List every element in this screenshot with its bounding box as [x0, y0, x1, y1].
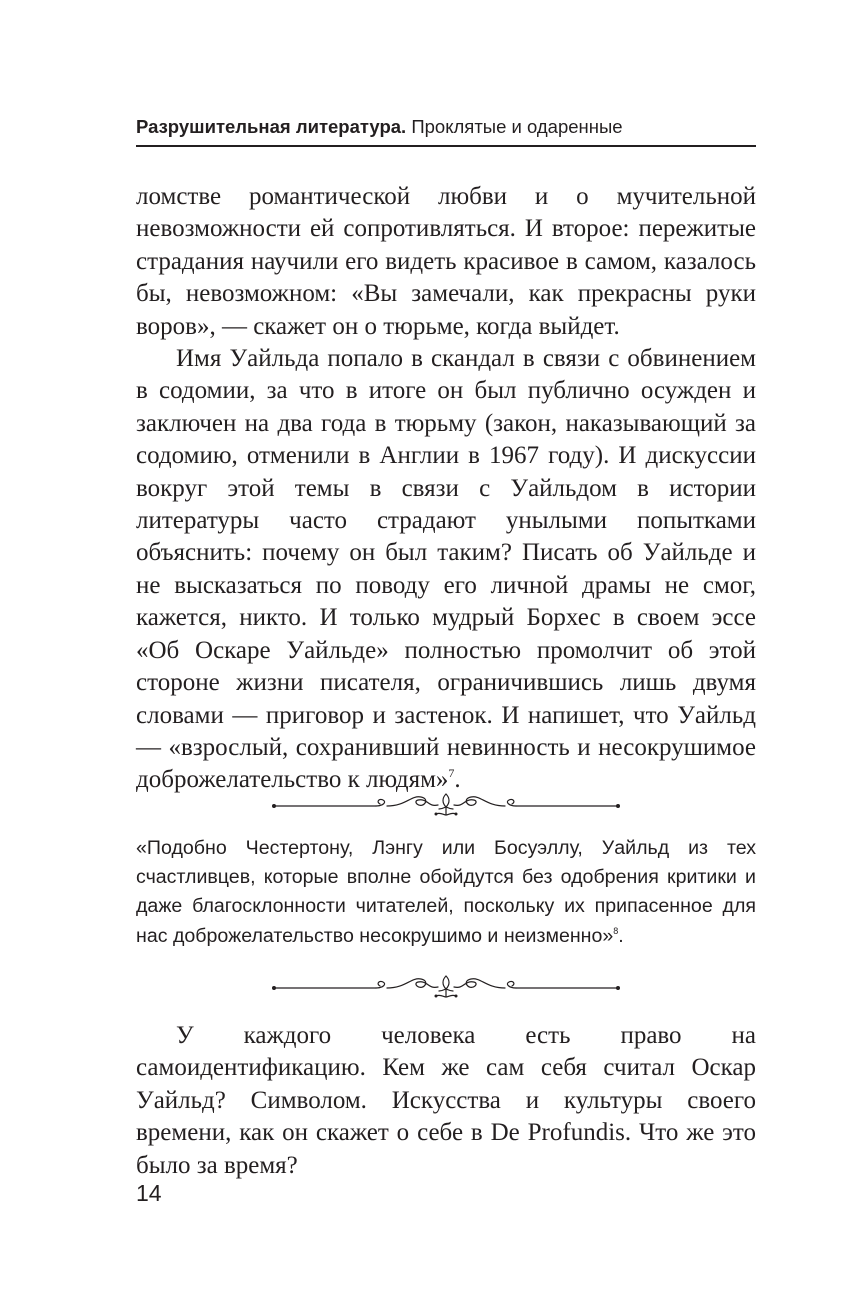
paragraph-wilde-scandal: [136, 343, 756, 797]
book-title: Разрушительная литература.: [136, 116, 407, 137]
paragraph-self-identification: У каждого человека есть право на самоидентификацию. Кем же сам себя считал Оскар Уайльд? Символом. Искусства и культуры своего времени, как он скажет о себе в De Profundis. Что же это было за время?: [136, 1022, 756, 1179]
footnote-ref-7[interactable]: 7: [448, 766, 455, 781]
running-header: [136, 116, 756, 138]
borges-quote: [136, 834, 756, 951]
flourish-divider-icon: [271, 791, 621, 819]
body-text-bottom: [136, 1020, 756, 1182]
header-rule: [136, 145, 756, 147]
paragraph-continued: ломстве романтической любви и о мучительной невозможности ей сопротивляться. И второе: пережитые страдания научили его видеть красивое в самом, казалось бы, невозможном: «Вы замечали, как прекрасны руки воров», — скажет он о тюрьме, когда выйдет.: [136, 183, 756, 340]
flourish-divider-icon: [271, 973, 621, 1001]
page-number: 14: [136, 1180, 162, 1206]
body-text-top: [136, 181, 756, 797]
paragraph-wilde-scandal-text: Имя Уайльда попало в скандал в связи с обвинением в содомии, за что в итоге он был публично осужден и заключен на два года в тюрьму (закон, наказывающий за содомию, отменили в Англии в 1967 году). И дискуссии вокруг этой темы в связи с Уайльдом в истории литературы часто страдают унылыми попытками объяснить: почему он был таким? Писать об Уайльде и не высказаться по поводу его личной драмы не смог, кажется, никто. И только мудрый Борхес в своем эссе «Об Оскаре Уайльде» полностью промолчит об этой стороне жизни писателя, ограничившись лишь двумя словами — приговор и застенок. И напишет, что Уайльд — «взрослый, сохранивший невинность и несокрушимое доброжелательство к людям»: [136, 345, 756, 794]
paragraph-end-period: .: [454, 766, 461, 794]
footnote-ref-8[interactable]: 8: [613, 925, 619, 936]
quote-text: «Подобно Честертону, Лэнгу или Босуэллу, Уайльд из тех счастливцев, которые вполне обойдутся без одобрения критики и даже благосклонности читателей, поскольку их припасенное для нас доброжелательство несокрушимо и неизменно»: [136, 837, 756, 947]
quote-end-period: .: [618, 924, 624, 947]
chapter-title: Проклятые и одаренные: [411, 116, 623, 137]
